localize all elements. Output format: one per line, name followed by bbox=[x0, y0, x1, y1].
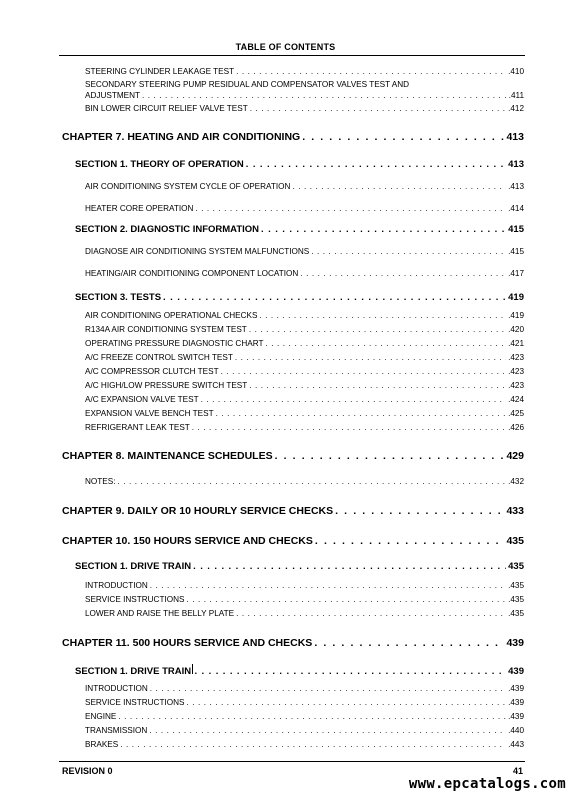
toc-entry[interactable] bbox=[85, 726, 524, 735]
toc-entry-title: HEATER CORE OPERATION bbox=[85, 204, 194, 213]
toc-section[interactable] bbox=[75, 664, 524, 677]
toc-entry-page: .423 bbox=[508, 353, 524, 362]
toc-entry-title: R134A AIR CONDITIONING SYSTEM TEST bbox=[85, 325, 247, 334]
toc-entry-page: .421 bbox=[508, 339, 524, 348]
toc-entry[interactable] bbox=[85, 409, 524, 418]
toc-chapter-page: 435 bbox=[506, 535, 524, 547]
dot-leader bbox=[311, 247, 506, 256]
toc-chapter[interactable] bbox=[62, 450, 524, 462]
toc-entry-page: .435 bbox=[508, 595, 524, 604]
toc-chapter-title: CHAPTER 8. MAINTENANCE SCHEDULES bbox=[62, 450, 273, 462]
watermark-url: www.epcatalogs.com bbox=[408, 776, 566, 792]
toc-section-title: SECTION 2. DIAGNOSTIC INFORMATION bbox=[75, 224, 260, 235]
toc-entry[interactable] bbox=[85, 740, 524, 749]
dot-leader bbox=[300, 269, 506, 278]
toc-entry-page: .426 bbox=[508, 423, 524, 432]
toc-section-page: 439 bbox=[508, 666, 524, 677]
dot-leader bbox=[193, 561, 506, 572]
dot-leader bbox=[163, 292, 506, 303]
dot-leader bbox=[186, 698, 506, 707]
toc-entry-title: TRANSMISSION bbox=[85, 726, 148, 735]
toc-entry-title: EXPANSION VALVE BENCH TEST bbox=[85, 409, 214, 418]
toc-entry-title: HEATING/AIR CONDITIONING COMPONENT LOCATION bbox=[85, 269, 299, 278]
toc-entry[interactable] bbox=[85, 311, 524, 320]
toc-chapter-title: CHAPTER 7. HEATING AND AIR CONDITIONING bbox=[62, 131, 301, 143]
toc-entry[interactable] bbox=[85, 204, 524, 213]
toc-entry-title: LOWER AND RAISE THE BELLY PLATE bbox=[85, 609, 235, 618]
toc-section-title: SECTION 3. TESTS bbox=[75, 292, 162, 303]
toc-section-page: 415 bbox=[508, 224, 524, 235]
dot-leader bbox=[195, 204, 506, 213]
toc-entry-title: BRAKES bbox=[85, 740, 119, 749]
dot-leader bbox=[117, 477, 506, 486]
dot-leader bbox=[250, 104, 506, 113]
toc-entry[interactable] bbox=[85, 712, 524, 721]
toc-entry-title: STEERING CYLINDER LEAKAGE TEST bbox=[85, 67, 235, 76]
dot-leader bbox=[236, 609, 506, 618]
toc-entry-page: .439 bbox=[508, 698, 524, 707]
toc-entry-title: INTRODUCTION bbox=[85, 581, 148, 590]
dot-leader bbox=[246, 159, 506, 170]
toc-entry[interactable] bbox=[85, 269, 524, 278]
dot-leader bbox=[216, 409, 506, 418]
toc-entry-page: .435 bbox=[508, 609, 524, 618]
dot-leader bbox=[315, 535, 505, 547]
toc-entry-page: .417 bbox=[508, 269, 524, 278]
toc-entry-title: A/C HIGH/LOW PRESSURE SWITCH TEST bbox=[85, 381, 248, 390]
toc-entry-page: .423 bbox=[508, 367, 524, 376]
toc-section-page: 435 bbox=[508, 561, 524, 572]
dot-leader bbox=[236, 67, 506, 76]
toc-entry-page: .425 bbox=[508, 409, 524, 418]
toc-entry-page: .414 bbox=[508, 204, 524, 213]
toc-entry[interactable] bbox=[85, 595, 524, 604]
page-number: 41 bbox=[512, 766, 523, 776]
toc-chapter[interactable] bbox=[62, 637, 524, 649]
toc-entry-page: .415 bbox=[508, 247, 524, 256]
footer-divider bbox=[59, 761, 525, 762]
page-header-title: TABLE OF CONTENTS bbox=[235, 42, 336, 52]
toc-entry-title: NOTES: bbox=[85, 477, 116, 486]
toc-entry[interactable] bbox=[85, 325, 524, 334]
toc-entry-title: DIAGNOSE AIR CONDITIONING SYSTEM MALFUNCTIONS bbox=[85, 247, 310, 256]
toc-entry[interactable] bbox=[85, 395, 524, 404]
toc-entry-title: REFRIGERANT LEAK TEST bbox=[85, 423, 190, 432]
toc-section-page: 413 bbox=[508, 159, 524, 170]
dot-leader bbox=[186, 595, 506, 604]
toc-chapter[interactable] bbox=[62, 131, 524, 143]
toc-entry-title: A/C COMPRESSOR CLUTCH TEST bbox=[85, 367, 219, 376]
dot-leader bbox=[150, 684, 506, 693]
toc-entry-title: SERVICE INSTRUCTIONS bbox=[85, 698, 185, 707]
toc-entry[interactable] bbox=[85, 104, 524, 113]
toc-section[interactable] bbox=[75, 561, 524, 572]
toc-entry-title: BIN LOWER CIRCUIT RELIEF VALVE TEST bbox=[85, 104, 248, 113]
toc-entry-page: .432 bbox=[508, 477, 524, 486]
toc-entry[interactable] bbox=[85, 609, 524, 618]
toc-entry[interactable] bbox=[85, 684, 524, 693]
toc-section-title: SECTION 1. DRIVE TRAIN bbox=[75, 561, 192, 572]
toc-entry[interactable] bbox=[85, 339, 524, 348]
toc-entry-page: .410 bbox=[508, 67, 524, 76]
toc-entry-page: .439 bbox=[508, 684, 524, 693]
toc-entry-title: SERVICE INSTRUCTIONS bbox=[85, 595, 185, 604]
dot-leader bbox=[120, 740, 506, 749]
toc-entry-page: .424 bbox=[508, 395, 524, 404]
toc-chapter-page: 429 bbox=[506, 450, 524, 462]
dot-leader bbox=[118, 712, 506, 721]
toc-entry-title: A/C EXPANSION VALVE TEST bbox=[85, 395, 199, 404]
toc-entry-title: ADJUSTMENT bbox=[85, 91, 141, 100]
toc-entry-page: .440 bbox=[508, 726, 524, 735]
toc-entry-title: OPERATING PRESSURE DIAGNOSTIC CHART bbox=[85, 339, 264, 348]
toc-chapter-title: CHAPTER 11. 500 HOURS SERVICE AND CHECKS bbox=[62, 637, 313, 649]
dot-leader bbox=[235, 353, 506, 362]
toc-entry[interactable] bbox=[85, 581, 524, 590]
dot-leader bbox=[142, 91, 507, 100]
dot-leader bbox=[249, 381, 506, 390]
toc-entry-page: .423 bbox=[508, 381, 524, 390]
toc-entry[interactable] bbox=[85, 423, 524, 432]
dot-leader bbox=[192, 423, 506, 432]
toc-section-title: SECTION 1. DRIVE TRAIN bbox=[75, 666, 192, 677]
dot-leader bbox=[201, 395, 506, 404]
toc-entry-page: .413 bbox=[508, 182, 524, 191]
toc-chapter-page: 439 bbox=[506, 637, 524, 649]
dot-leader bbox=[221, 367, 506, 376]
toc-entry-page: .411 bbox=[508, 91, 524, 100]
toc-entry-title: INTRODUCTION bbox=[85, 684, 148, 693]
toc-entry[interactable] bbox=[85, 381, 524, 390]
toc-entry-page: .419 bbox=[508, 311, 524, 320]
toc-entry[interactable] bbox=[85, 367, 524, 376]
dot-leader bbox=[314, 637, 504, 649]
dot-leader bbox=[259, 311, 506, 320]
dot-leader bbox=[335, 505, 504, 517]
toc-entry[interactable] bbox=[85, 247, 524, 256]
toc-entry-title-line1[interactable]: SECONDARY STEERING PUMP RESIDUAL AND COMPENSATOR VALVES TEST AND bbox=[85, 80, 410, 89]
dot-leader bbox=[261, 224, 506, 235]
toc-section-page: 419 bbox=[508, 292, 524, 303]
revision-label: REVISION 0 bbox=[62, 766, 113, 776]
header-divider bbox=[59, 55, 525, 56]
toc-chapter-page: 413 bbox=[506, 131, 524, 143]
toc-entry-page: .443 bbox=[508, 740, 524, 749]
dot-leader bbox=[275, 450, 505, 462]
toc-section[interactable] bbox=[75, 159, 524, 170]
toc-section-title: SECTION 1. THEORY OF OPERATION bbox=[75, 159, 244, 170]
toc-entry[interactable] bbox=[85, 353, 524, 362]
dot-leader bbox=[194, 666, 506, 677]
dot-leader bbox=[150, 581, 506, 590]
toc-entry-page: .435 bbox=[508, 581, 524, 590]
dot-leader bbox=[249, 325, 506, 334]
toc-chapter-page: 433 bbox=[506, 505, 524, 517]
dot-leader bbox=[149, 726, 506, 735]
dot-leader bbox=[292, 182, 506, 191]
toc-entry-title: AIR CONDITIONING SYSTEM CYCLE OF OPERATION bbox=[85, 182, 291, 191]
toc-entry-title: ENGINE bbox=[85, 712, 117, 721]
toc-entry-page: .412 bbox=[508, 104, 524, 113]
dot-leader bbox=[302, 131, 504, 143]
toc-entry[interactable] bbox=[85, 698, 524, 707]
toc-entry[interactable] bbox=[85, 477, 524, 486]
toc-entry-page: .420 bbox=[508, 325, 524, 334]
toc-chapter-title: CHAPTER 9. DAILY OR 10 HOURLY SERVICE CHECKS bbox=[62, 505, 334, 517]
toc-chapter[interactable] bbox=[62, 505, 524, 517]
toc-entry-page: .439 bbox=[508, 712, 524, 721]
toc-entry-title: A/C FREEZE CONTROL SWITCH TEST bbox=[85, 353, 233, 362]
dot-leader bbox=[265, 339, 506, 348]
toc-entry[interactable] bbox=[85, 67, 524, 76]
toc-chapter-title: CHAPTER 10. 150 HOURS SERVICE AND CHECKS bbox=[62, 535, 313, 547]
toc-section[interactable] bbox=[75, 224, 524, 235]
toc-entry[interactable] bbox=[85, 182, 524, 191]
toc-chapter[interactable] bbox=[62, 535, 524, 547]
toc-entry[interactable] bbox=[85, 91, 524, 100]
toc-section[interactable] bbox=[75, 292, 524, 303]
toc-entry-title: AIR CONDITIONING OPERATIONAL CHECKS bbox=[85, 311, 258, 320]
